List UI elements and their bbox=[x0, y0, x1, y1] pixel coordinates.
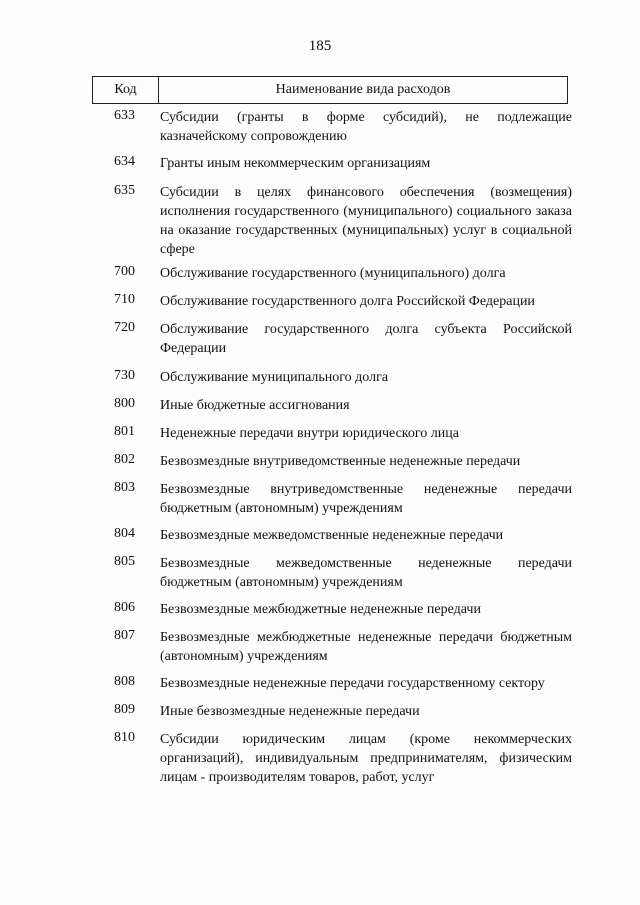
row-name: Безвозмездные неденежные передачи государственному сектору bbox=[160, 676, 545, 691]
row-name: Обслуживание государственного (муниципального) долга bbox=[160, 266, 506, 281]
header-code: Код bbox=[93, 77, 159, 103]
row-code: 809 bbox=[114, 702, 135, 717]
row-code: 808 bbox=[114, 674, 135, 689]
row-name: Обслуживание муниципального долга bbox=[160, 370, 389, 385]
table-header bbox=[92, 76, 568, 104]
row-name: Безвозмездные межбюджетные неденежные передачи bbox=[160, 602, 481, 617]
row-name: Обслуживание государственного долга Российской Федерации bbox=[160, 294, 535, 309]
page-number: 185 bbox=[308, 38, 332, 54]
row-name: Субсидии юридическим лицам (кроме некоммерческих организаций), индивидуальным предпринимателям, физическим лицам - производителям товаров, работ, услуг bbox=[160, 732, 572, 785]
row-code: 807 bbox=[114, 628, 135, 643]
row-code: 730 bbox=[114, 368, 135, 383]
row-code: 800 bbox=[114, 396, 135, 411]
row-name: Безвозмездные межбюджетные неденежные передачи бюджетным (автономным) учреждениям bbox=[160, 630, 572, 664]
row-name: Иные безвозмездные неденежные передачи bbox=[160, 704, 420, 719]
row-code: 633 bbox=[114, 108, 135, 123]
row-code: 802 bbox=[114, 452, 135, 467]
row-code: 806 bbox=[114, 600, 135, 615]
row-code: 801 bbox=[114, 424, 135, 439]
row-name: Иные бюджетные ассигнования bbox=[160, 398, 350, 413]
row-name: Безвозмездные межведомственные неденежные передачи bbox=[160, 528, 504, 543]
header-name: Наименование вида расходов bbox=[275, 82, 451, 97]
row-name: Безвозмездные внутриведомственные неденежные передачи бюджетным (автономным) учреждениям bbox=[160, 482, 572, 516]
row-code: 803 bbox=[114, 480, 135, 495]
row-code: 634 bbox=[114, 154, 135, 169]
row-code: 804 bbox=[114, 526, 135, 541]
row-name: Субсидии в целях финансового обеспечения (возмещения) исполнения государственного (муниципального) социального заказа на оказание государственных (муниципальных) услуг в социальной сфере bbox=[160, 185, 572, 257]
row-code: 700 bbox=[114, 264, 135, 279]
row-name: Неденежные передачи внутри юридического лица bbox=[160, 426, 459, 441]
row-code: 635 bbox=[114, 183, 135, 198]
row-code: 805 bbox=[114, 554, 135, 569]
row-name: Безвозмездные внутриведомственные неденежные передачи bbox=[160, 454, 521, 469]
row-code: 720 bbox=[114, 320, 135, 335]
row-name: Гранты иным некоммерческим организациям bbox=[160, 156, 431, 171]
row-code: 810 bbox=[114, 730, 135, 745]
row-name: Обслуживание государственного долга субъекта Российской Федерации bbox=[160, 322, 572, 356]
row-code: 710 bbox=[114, 292, 135, 307]
row-name: Субсидии (гранты в форме субсидий), не подлежащие казначейскому сопровождению bbox=[160, 110, 572, 144]
row-name: Безвозмездные межведомственные неденежные передачи бюджетным (автономным) учреждениям bbox=[160, 556, 572, 590]
